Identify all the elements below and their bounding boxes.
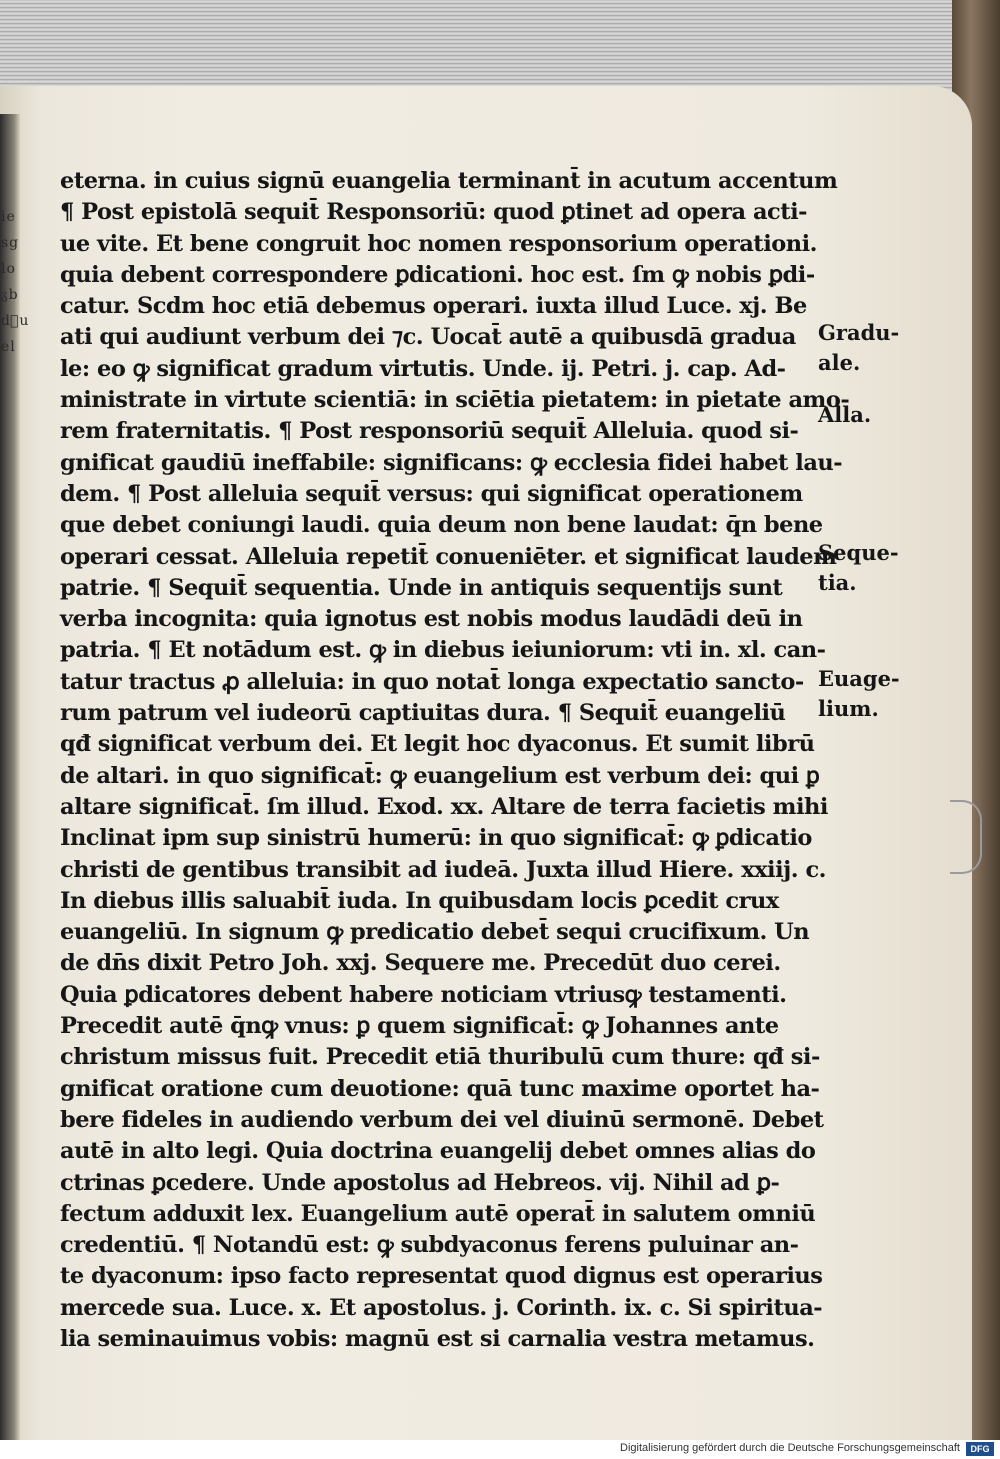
text-line: eterna. in cuius signū euangelia terminant̄ in acutum accentum <box>60 168 838 194</box>
text-line: euangeliū. In signum ꝙ predicatio debet̄ sequi crucifixum. Un <box>60 919 810 946</box>
text-line: christum missus fuit. Precedit etiā thuribulū cum thure: qđ si- <box>60 1044 820 1071</box>
text-line: ¶ Post epistolā sequit̄ Responsoriū: quod ꝑtinet ad opera acti- <box>60 199 807 226</box>
text-line: de dn̄s dixit Petro Joh. xxj. Sequere me. Precedūt duo cerei. <box>60 950 781 977</box>
text-line: patrie. ¶ Sequit̄ sequentia. Unde in antiquis sequentijs sunt <box>60 574 783 601</box>
text-line: ue vite. Et bene congruit hoc nomen responsorium operationi. <box>60 230 817 257</box>
page-clip <box>950 800 982 874</box>
marginal-note-graduale <box>818 318 908 378</box>
text-line: dem. ¶ Post alleluia sequit̄ versus: qui significat operationem <box>60 480 803 507</box>
text-line: gnificat oratione cum deuotione: quā tunc maxime oportet ha- <box>60 1075 820 1102</box>
marginal-note-alleluia <box>818 400 908 430</box>
text-line: christi de gentibus transibit ad iudeā. Juxta illud Hiere. xxiij. c. <box>60 856 826 883</box>
text-line: ati qui audiunt verbum dei ⁊c. Uocat̄ autē a quibusdā gradua <box>60 324 796 351</box>
text-line: lia seminauimus vobis: magnū est si carnalia vestra metamus. <box>60 1325 815 1352</box>
marginal-note-line: ale. <box>818 350 861 375</box>
text-line: de altari. in quo significat̄: ꝙ euangelium est verbum dei: qui ꝑ <box>60 762 820 789</box>
text-line: Precedit autē q̄nꝙ vnus: ꝑ quem significat̄: ꝙ Johannes ante <box>60 1013 779 1040</box>
text-line: mercede sua. Luce. x. Et apostolus. j. Corinth. ix. c. Si spiritua- <box>60 1294 823 1321</box>
marginal-note-line: Euage- <box>818 666 900 691</box>
marginal-note-line: Seque- <box>818 540 899 565</box>
text-line: catur. Scdm hoc etiā debemus operari. iuxta illud Luce. xj. Be <box>60 293 807 320</box>
text-line: tatur tractus ꝓ alleluia: in quo notat̄ longa expectatio sancto- <box>60 668 804 695</box>
text-line: te dyaconum: ipso facto representat quod dignus est operarius <box>60 1263 823 1290</box>
marginal-note-euangelium <box>818 664 908 724</box>
text-line: credentiū. ¶ Notandū est: ꝙ subdyaconus ferens puluinar an- <box>60 1232 799 1259</box>
text-line: Inclinat ipm sup sinistrū humerū: in quo significat̄: ꝙ ꝑdicatio <box>60 825 812 852</box>
text-line: ministrate in virtute scientiā: in sciētia pietatem: in pietate amo- <box>60 387 850 414</box>
text-line: Quia ꝑdicatores debent habere noticiam vtriusꝙ testamenti. <box>60 981 787 1008</box>
marginal-note-line: Alla. <box>818 402 872 427</box>
text-line: bere fideles in audiendo verbum dei vel diuinū sermonē. Debet <box>60 1106 824 1133</box>
text-line: patria. ¶ Et notādum est. ꝙ in diebus ieiuniorum: vti in. xl. can- <box>60 637 826 664</box>
funding-credit: Digitalisierung gefördert durch die Deutsche Forschungsgemeinschaft <box>620 1442 960 1454</box>
text-line: In diebus illis saluabit̄ iuda. In quibusdam locis ꝑcedit crux <box>60 887 779 914</box>
text-line: operari cessat. Alleluia repetit̄ conueniēter. et significat laudem <box>60 543 837 570</box>
text-line: rum patrum vel iudeorū captiuitas dura. ¶ Sequit̄ euangeliū <box>60 700 786 727</box>
text-line: autē in alto legi. Quia doctrina euangelij debet omnes alias do <box>60 1138 816 1165</box>
text-line: fectum adduxit lex. Euangelium autē operat̄ in salutem omniū <box>60 1200 816 1227</box>
marginal-note-sequentia <box>818 538 908 598</box>
text-line: rem fraternitatis. ¶ Post responsoriū sequit̄ Alleluia. quod si- <box>60 418 799 445</box>
marginal-note-line: lium. <box>818 696 879 721</box>
marginal-note-line: Gradu- <box>818 320 900 345</box>
facing-page-text: iesgloᵹbd᷑uel <box>1 209 30 355</box>
text-line: que debet coniungi laudi. quia deum non bene laudat: q̄n bene <box>60 512 823 539</box>
text-line: ctrinas ꝑcedere. Unde apostolus ad Hebreos. vij. Nihil ad ꝑ- <box>60 1169 780 1196</box>
text-line: altare significat̄. ſm illud. Exod. xx. Altare de terra facietis mihi <box>60 793 828 820</box>
footer-bar <box>0 1440 1000 1459</box>
text-line: le: eo ꝙ significat gradum virtutis. Unde. ij. Petri. j. cap. Ad- <box>60 355 786 382</box>
facing-page-edge <box>0 114 30 1440</box>
text-line: quia debent correspondere ꝑdicationi. hoc est. ſm ꝙ nobis ꝑdi- <box>60 261 815 288</box>
marginal-note-line: tia. <box>818 570 857 595</box>
dfg-logo-icon: DFG <box>966 1442 994 1456</box>
text-line: gnificat gaudiū ineffabile: significans: ꝙ ecclesia fidei habet lau- <box>60 449 843 476</box>
text-line: verba incognita: quia ignotus est nobis modus laudādi deū in <box>60 606 803 633</box>
text-line: qđ significat verbum dei. Et legit hoc dyaconus. Et sumit librū <box>60 731 815 758</box>
